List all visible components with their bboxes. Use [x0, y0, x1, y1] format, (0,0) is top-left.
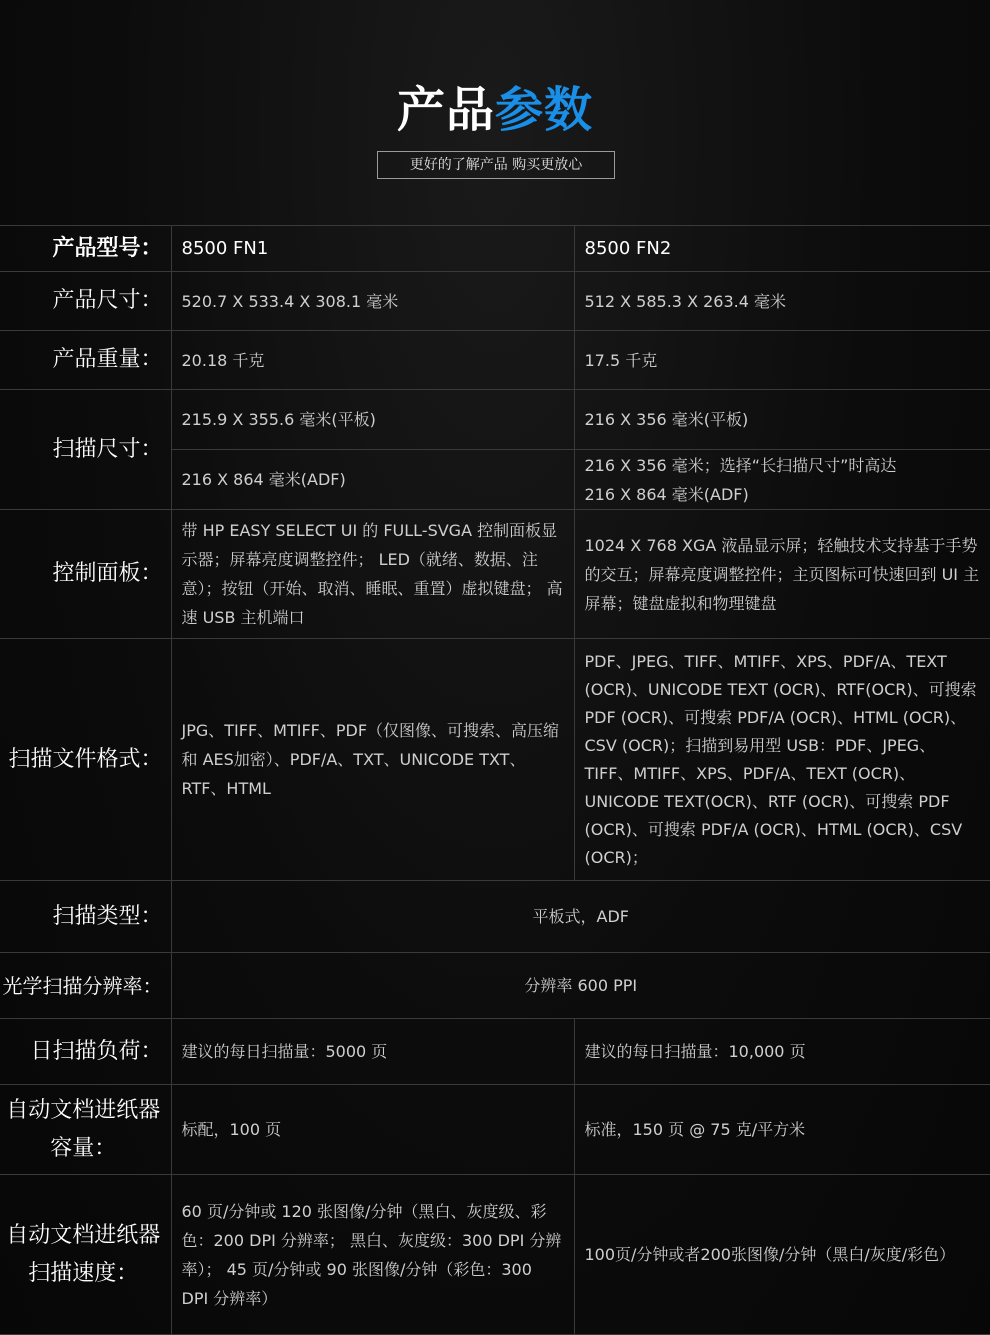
row-label: 自动文档进纸器容量：	[0, 1085, 171, 1175]
row-label: 产品型号：	[0, 226, 171, 272]
scan-type-value: 平板式，ADF	[171, 881, 990, 953]
row-label: 日扫描负荷：	[0, 1019, 171, 1085]
size-fn1: 520.7 X 533.4 X 308.1 毫米	[171, 272, 574, 331]
size-fn2: 512 X 585.3 X 263.4 毫米	[574, 272, 990, 331]
file-format-fn2: PDF、JPEG、TIFF、MTIFF、XPS、PDF/A、TEXT (OCR)、UNICODE TEXT (OCR)、RTF(OCR)、可搜索 PDF (OCR)、可搜索 PDF/A (OCR)、HTML (OCR)、CSV (OCR)；扫描到易用型 USB：PDF、JPEG、TIFF、MTIFF、XPS、PDF/A、TEXT (OCR)、UNICODE TEXT(OCR)、RTF (OCR)、可搜索 PDF (OCR)、可搜索 PDF/A (OCR)、HTML (OCR)、CSV (OCR)；	[574, 639, 990, 881]
adf-capacity-fn2: 标准，150 页 @ 75 克/平方米	[574, 1085, 990, 1175]
row-label: 光学扫描分辨率：	[0, 953, 171, 1019]
table-row	[0, 639, 990, 881]
resolution-value: 分辨率 600 PPI	[171, 953, 990, 1019]
weight-fn2: 17.5 千克	[574, 331, 990, 390]
page-title	[0, 78, 990, 142]
table-row	[0, 1175, 990, 1335]
title-part-white: 产品	[396, 82, 495, 138]
table-row	[0, 331, 990, 390]
scan-size-fn1-adf: 216 X 864 毫米(ADF)	[171, 450, 574, 510]
duty-cycle-fn1: 建议的每日扫描量：5000 页	[171, 1019, 574, 1085]
table-row	[0, 953, 990, 1019]
row-label: 扫描尺寸：	[0, 390, 171, 510]
scan-size-fn2-adf-line1: 216 X 356 毫米；选择“长扫描尺寸”时高达	[584, 455, 897, 475]
control-panel-fn2: 1024 X 768 XGA 液晶显示屏；轻触技术支持基于手势的交互；屏幕亮度调整控件；主页图标可快速回到 UI 主屏幕；键盘虚拟和物理键盘	[574, 510, 990, 639]
control-panel-fn1: 带 HP EASY SELECT UI 的 FULL-SVGA 控制面板显示器；屏幕亮度调整控件； LED（就绪、数据、注意）；按钮（开始、取消、睡眠、重置）虚拟键盘； 高速 USB 主机端口	[171, 510, 574, 639]
adf-capacity-fn1: 标配，100 页	[171, 1085, 574, 1175]
row-label: 自动文档进纸器扫描速度：	[0, 1175, 171, 1335]
spec-table	[0, 225, 990, 1335]
adf-speed-fn2: 100页/分钟或者200张图像/分钟（黑白/灰度/彩色）	[574, 1175, 990, 1335]
table-row	[0, 1019, 990, 1085]
table-row	[0, 390, 990, 450]
row-label: 产品尺寸：	[0, 272, 171, 331]
page-subtitle: 更好的了解产品 购买更放心	[377, 151, 615, 179]
row-label: 扫描类型：	[0, 881, 171, 953]
table-row	[0, 1085, 990, 1175]
table-row	[0, 226, 990, 272]
adf-speed-fn1: 60 页/分钟或 120 张图像/分钟（黑白、灰度级、彩色：200 DPI 分辨率； 黑白、灰度级：300 DPI 分辨率）； 45 页/分钟或 90 张图像/分钟（彩色：300 DPI 分辨率）	[171, 1175, 574, 1335]
table-row	[0, 881, 990, 953]
page-header	[0, 0, 990, 225]
row-label: 扫描文件格式：	[0, 639, 171, 881]
scan-size-fn2-flatbed: 216 X 356 毫米(平板)	[574, 390, 990, 450]
file-format-fn1: JPG、TIFF、MTIFF、PDF（仅图像、可搜索、高压缩和 AES加密）、PDF/A、TXT、UNICODE TXT、RTF、HTML	[171, 639, 574, 881]
row-label: 控制面板：	[0, 510, 171, 639]
duty-cycle-fn2: 建议的每日扫描量：10,000 页	[574, 1019, 990, 1085]
row-label: 产品重量：	[0, 331, 171, 390]
scan-size-fn2-adf	[574, 450, 990, 510]
title-part-blue: 参数	[495, 82, 594, 138]
table-row	[0, 510, 990, 639]
scan-size-fn2-adf-line2: 216 X 864 毫米(ADF)	[584, 484, 749, 504]
scan-size-fn1-flatbed: 215.9 X 355.6 毫米(平板)	[171, 390, 574, 450]
model-fn2: 8500 FN2	[574, 226, 990, 272]
table-row	[0, 272, 990, 331]
model-fn1: 8500 FN1	[171, 226, 574, 272]
weight-fn1: 20.18 千克	[171, 331, 574, 390]
